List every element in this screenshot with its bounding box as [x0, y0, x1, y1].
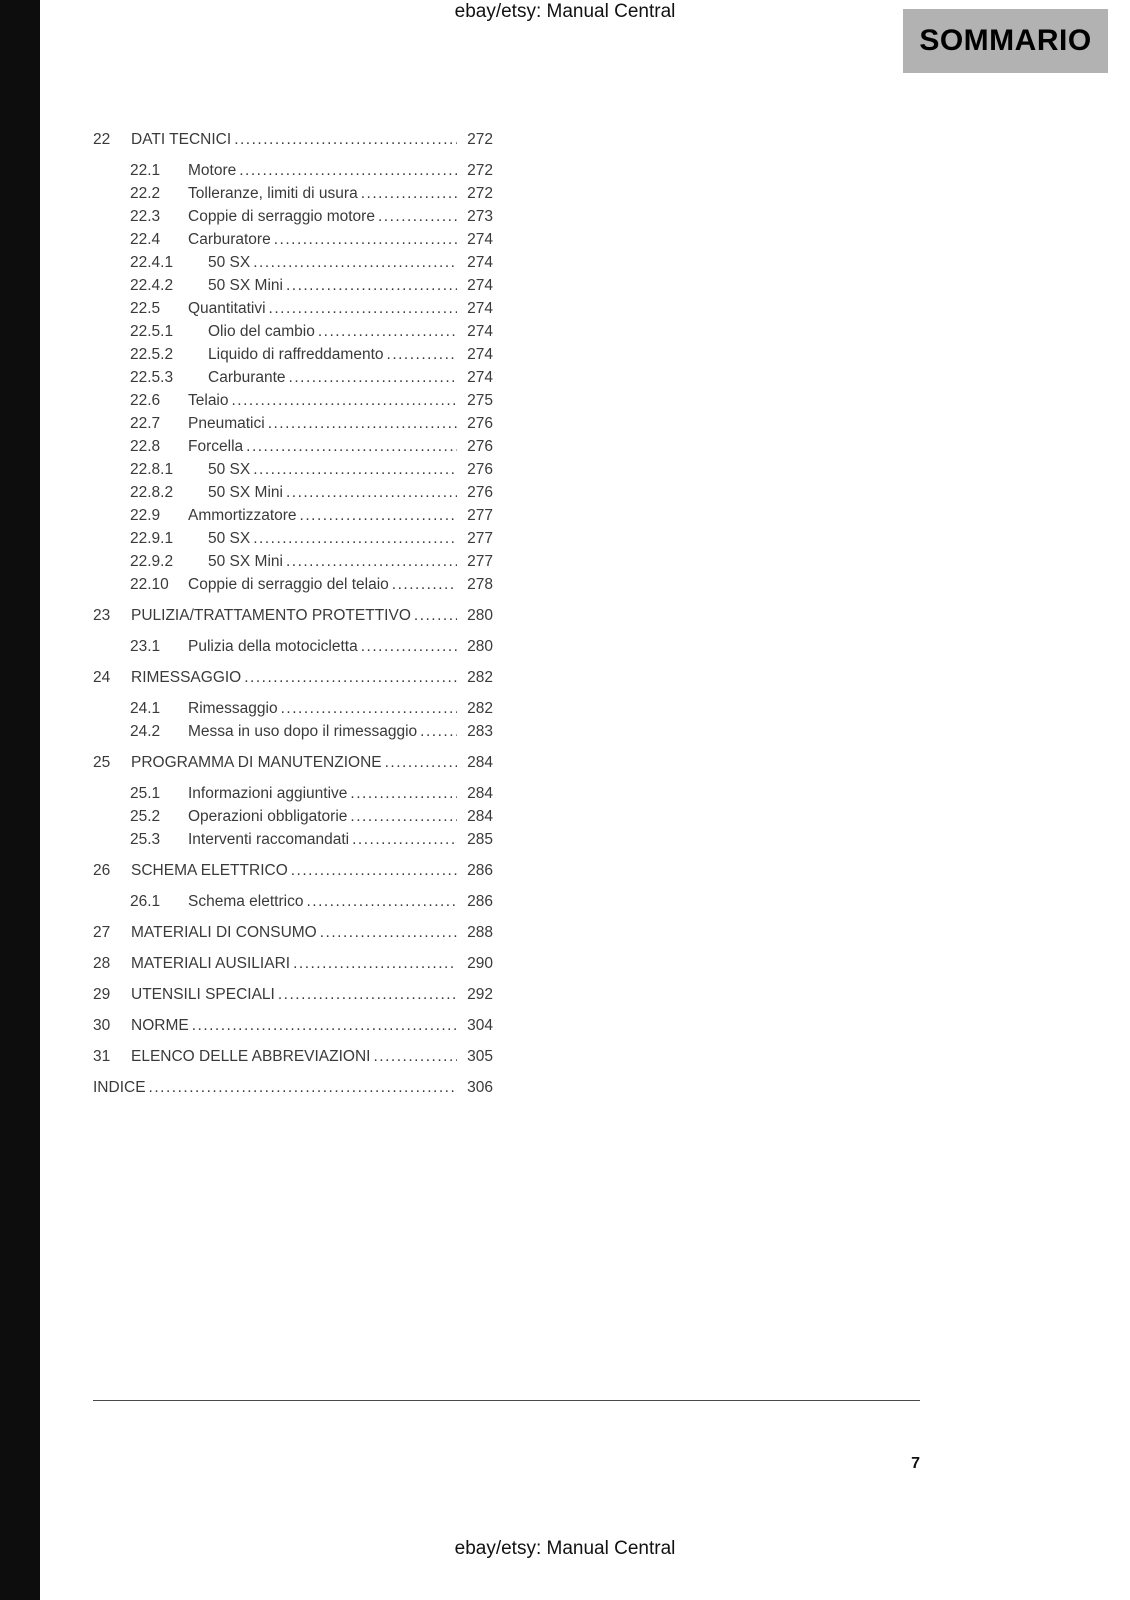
- toc-entry-page: 284: [467, 754, 493, 771]
- toc-entry-title: 50 SX Mini: [208, 484, 283, 501]
- toc-entry-number: 22.5.3: [130, 369, 174, 386]
- toc-entry: [93, 320, 493, 343]
- toc-entry-number: 30: [93, 1017, 111, 1034]
- toc-entry-number: 22.8: [130, 438, 161, 455]
- toc-leader-dots: [320, 921, 457, 944]
- toc-leader-dots: [392, 573, 457, 596]
- toc-entry: [93, 159, 493, 182]
- toc-leader-dots: [286, 550, 457, 573]
- toc-entry-number: 22.5.1: [130, 323, 174, 340]
- toc-entry-number: 22.9.2: [130, 553, 174, 570]
- toc-entry-page: 306: [467, 1079, 493, 1096]
- toc-entry-page: 304: [467, 1017, 493, 1034]
- toc-entry-title: PROGRAMMA DI MANUTENZIONE: [131, 754, 382, 771]
- toc-entry-title: Carburante: [208, 369, 286, 386]
- toc-entry-title: Carburatore: [188, 231, 271, 248]
- toc-entry-title: SCHEMA ELETTRICO: [131, 862, 288, 879]
- toc-entry: [93, 435, 493, 458]
- toc-entry: [93, 343, 493, 366]
- toc-entry-title: Informazioni aggiuntive: [188, 785, 348, 802]
- toc-entry-number: 25.2: [130, 808, 161, 825]
- toc-leader-dots: [420, 720, 457, 743]
- toc-entry-title: 50 SX: [208, 254, 251, 271]
- header-title: ebay/etsy: Manual Central: [454, 1, 676, 22]
- toc-entry-number: 22.8.2: [130, 484, 174, 501]
- toc-entry-number: 22.9.1: [130, 530, 174, 547]
- toc-entry-page: 282: [467, 669, 493, 686]
- toc-entry: [93, 297, 493, 320]
- toc-entry-page: 286: [467, 893, 493, 910]
- toc-entry-title: Coppie di serraggio del telaio: [188, 576, 389, 593]
- toc-entry-title: Quantitativi: [188, 300, 266, 317]
- toc-entry-number: 22.5.2: [130, 346, 174, 363]
- toc-entry-page: 274: [467, 277, 493, 294]
- toc-entry: [93, 458, 493, 481]
- sommario-label: SOMMARIO: [919, 24, 1092, 57]
- toc-entry-number: 23.1: [130, 638, 161, 655]
- toc-entry: [93, 921, 493, 944]
- toc-entry-page: 272: [467, 131, 493, 148]
- toc-leader-dots: [352, 828, 457, 851]
- toc-entry-title: INDICE: [93, 1079, 146, 1096]
- toc-leader-dots: [149, 1076, 457, 1099]
- toc-entry-page: 284: [467, 785, 493, 802]
- toc-entry-number: 22.1: [130, 162, 161, 179]
- toc-leader-dots: [306, 890, 457, 913]
- toc-entry-number: 22.4.2: [130, 277, 174, 294]
- toc-entry-title: Forcella: [188, 438, 244, 455]
- toc-entry: [93, 952, 493, 975]
- toc-leader-dots: [246, 435, 457, 458]
- toc-entry-title: Messa in uso dopo il rimessaggio: [188, 723, 418, 740]
- toc-leader-dots: [253, 458, 457, 481]
- toc-entry: [93, 366, 493, 389]
- toc-leader-dots: [373, 1045, 457, 1068]
- toc-entry-page: 274: [467, 300, 493, 317]
- toc-entry-page: 273: [467, 208, 493, 225]
- toc-entry-number: 22.4.1: [130, 254, 174, 271]
- toc-entry-title: NORME: [131, 1017, 189, 1034]
- toc-entry-page: 278: [467, 576, 493, 593]
- toc-leader-dots: [300, 504, 457, 527]
- toc-entry: [93, 527, 493, 550]
- footer-title: ebay/etsy: Manual Central: [454, 1538, 676, 1559]
- toc-leader-dots: [361, 182, 457, 205]
- toc-entry-title: MATERIALI DI CONSUMO: [131, 924, 317, 941]
- toc-entry: [93, 890, 493, 913]
- toc-entry: [93, 720, 493, 743]
- toc-entry-number: 22.2: [130, 185, 161, 202]
- page-number: 7: [911, 1455, 920, 1472]
- toc-entry-title: Rimessaggio: [188, 700, 278, 717]
- toc-entry-page: 292: [467, 986, 493, 1003]
- toc-entry-title: RIMESSAGGIO: [131, 669, 242, 686]
- toc-leader-dots: [232, 389, 458, 412]
- toc-entry: [93, 1014, 493, 1037]
- toc-leader-dots: [234, 128, 457, 151]
- toc-entry-number: 22.7: [130, 415, 161, 432]
- toc-entry-number: 22.10: [130, 576, 169, 593]
- toc-entry-page: 276: [467, 484, 493, 501]
- toc-leader-dots: [414, 604, 457, 627]
- toc: [93, 128, 493, 1107]
- toc-entry-title: PULIZIA/TRATTAMENTO PROTETTIVO: [131, 607, 411, 624]
- toc-entry-number: 22.9: [130, 507, 161, 524]
- toc-entry-number: 25.3: [130, 831, 161, 848]
- toc-leader-dots: [387, 343, 457, 366]
- toc-leader-dots: [274, 228, 457, 251]
- toc-leader-dots: [318, 320, 457, 343]
- toc-entry-number: 27: [93, 924, 111, 941]
- toc-entry-page: 276: [467, 438, 493, 455]
- toc-entry-title: Liquido di raffreddamento: [208, 346, 384, 363]
- toc-entry-page: 277: [467, 553, 493, 570]
- toc-leader-dots: [192, 1014, 457, 1037]
- toc-entry-page: 282: [467, 700, 493, 717]
- toc-entry-number: 26: [93, 862, 111, 879]
- toc-entry-page: 274: [467, 346, 493, 363]
- toc-entry: [93, 666, 493, 689]
- toc-entry-title: Motore: [188, 162, 237, 179]
- toc-entry: [93, 604, 493, 627]
- toc-entry-title: Pneumatici: [188, 415, 265, 432]
- toc-leader-dots: [281, 697, 457, 720]
- toc-leader-dots: [278, 983, 457, 1006]
- toc-leader-dots: [244, 666, 457, 689]
- sommario-label-box: [903, 9, 1108, 73]
- toc-entry-number: 31: [93, 1048, 111, 1065]
- toc-entry: [93, 1045, 493, 1068]
- toc-entry-number: 24.1: [130, 700, 161, 717]
- toc-entry-page: 275: [467, 392, 493, 409]
- toc-entry-page: 274: [467, 323, 493, 340]
- toc-entry-page: 280: [467, 638, 493, 655]
- toc-leader-dots: [269, 297, 457, 320]
- toc-entry: [93, 481, 493, 504]
- toc-entry-title: Ammortizzatore: [188, 507, 297, 524]
- toc-entry-title: Operazioni obbligatorie: [188, 808, 348, 825]
- toc-entry-title: 50 SX: [208, 530, 251, 547]
- toc-entry: [93, 859, 493, 882]
- toc-entry-title: Interventi raccomandati: [188, 831, 350, 848]
- toc-leader-dots: [385, 751, 457, 774]
- toc-entry-number: 23: [93, 607, 111, 624]
- toc-entry-page: 272: [467, 162, 493, 179]
- toc-entry-title: UTENSILI SPECIALI: [131, 986, 275, 1003]
- toc-entry-page: 285: [467, 831, 493, 848]
- toc-entry-title: ELENCO DELLE ABBREVIAZIONI: [131, 1048, 371, 1065]
- toc-entry-number: 22.8.1: [130, 461, 174, 478]
- toc-leader-dots: [378, 205, 457, 228]
- toc-entry-number: 25: [93, 754, 111, 771]
- toc-leader-dots: [350, 782, 457, 805]
- toc-entry-page: 280: [467, 607, 493, 624]
- toc-entry: [93, 635, 493, 658]
- toc-entry: [93, 504, 493, 527]
- toc-entry: [93, 389, 493, 412]
- toc-entry-title: Olio del cambio: [208, 323, 315, 340]
- toc-entry-page: 272: [467, 185, 493, 202]
- toc-entry-number: 22.3: [130, 208, 161, 225]
- toc-entry-page: 274: [467, 231, 493, 248]
- toc-entry-title: DATI TECNICI: [131, 131, 232, 148]
- toc-entry-number: 28: [93, 955, 111, 972]
- toc-leader-dots: [291, 859, 457, 882]
- toc-entry: [93, 1076, 493, 1099]
- toc-entry: [93, 983, 493, 1006]
- toc-leader-dots: [286, 274, 457, 297]
- toc-entry-title: Coppie di serraggio motore: [188, 208, 375, 225]
- toc-entry-page: 277: [467, 530, 493, 547]
- left-edge-bar: [0, 0, 40, 1600]
- toc-leader-dots: [361, 635, 457, 658]
- toc-entry-number: 22.5: [130, 300, 161, 317]
- toc-entry: [93, 128, 493, 151]
- toc-entry-title: Pulizia della motocicletta: [188, 638, 358, 655]
- toc-entry-title: 50 SX: [208, 461, 251, 478]
- toc-entry-page: 274: [467, 254, 493, 271]
- toc-entry: [93, 805, 493, 828]
- toc-entry: [93, 274, 493, 297]
- toc-entry-page: 286: [467, 862, 493, 879]
- toc-leader-dots: [289, 366, 457, 389]
- toc-entry-title: 50 SX Mini: [208, 277, 283, 294]
- toc-entry-number: 22.4: [130, 231, 161, 248]
- toc-entry: [93, 412, 493, 435]
- toc-entry-number: 22: [93, 131, 111, 148]
- toc-entry-page: 276: [467, 415, 493, 432]
- toc-entry: [93, 573, 493, 596]
- toc-entry: [93, 697, 493, 720]
- toc-entry: [93, 782, 493, 805]
- toc-entry-page: 276: [467, 461, 493, 478]
- toc-entry-title: Schema elettrico: [188, 893, 304, 910]
- toc-entry-page: 277: [467, 507, 493, 524]
- toc-entry-number: 24.2: [130, 723, 161, 740]
- toc-entry: [93, 751, 493, 774]
- toc-entry-page: 274: [467, 369, 493, 386]
- toc-entry-number: 29: [93, 986, 111, 1003]
- toc-entry: [93, 251, 493, 274]
- toc-entry: [93, 205, 493, 228]
- toc-leader-dots: [286, 481, 457, 504]
- toc-entry: [93, 228, 493, 251]
- toc-entry-number: 26.1: [130, 893, 161, 910]
- toc-leader-dots: [268, 412, 457, 435]
- toc-entry-number: 24: [93, 669, 111, 686]
- toc-entry: [93, 828, 493, 851]
- toc-entry: [93, 550, 493, 573]
- toc-entry-number: 25.1: [130, 785, 161, 802]
- footer-divider: [93, 1400, 920, 1401]
- toc-leader-dots: [253, 251, 457, 274]
- toc-entry-number: 22.6: [130, 392, 161, 409]
- toc-entry-page: 305: [467, 1048, 493, 1065]
- toc-entry-title: MATERIALI AUSILIARI: [131, 955, 291, 972]
- toc-entry-page: 290: [467, 955, 493, 972]
- toc-entry-page: 283: [467, 723, 493, 740]
- toc-entry-title: Telaio: [188, 392, 229, 409]
- toc-leader-dots: [350, 805, 457, 828]
- toc-entry-page: 288: [467, 924, 493, 941]
- toc-leader-dots: [239, 159, 457, 182]
- toc-leader-dots: [293, 952, 457, 975]
- toc-entry-title: 50 SX Mini: [208, 553, 283, 570]
- toc-entry-title: Tolleranze, limiti di usura: [188, 185, 358, 202]
- toc-entry: [93, 182, 493, 205]
- toc-entry-page: 284: [467, 808, 493, 825]
- toc-leader-dots: [253, 527, 457, 550]
